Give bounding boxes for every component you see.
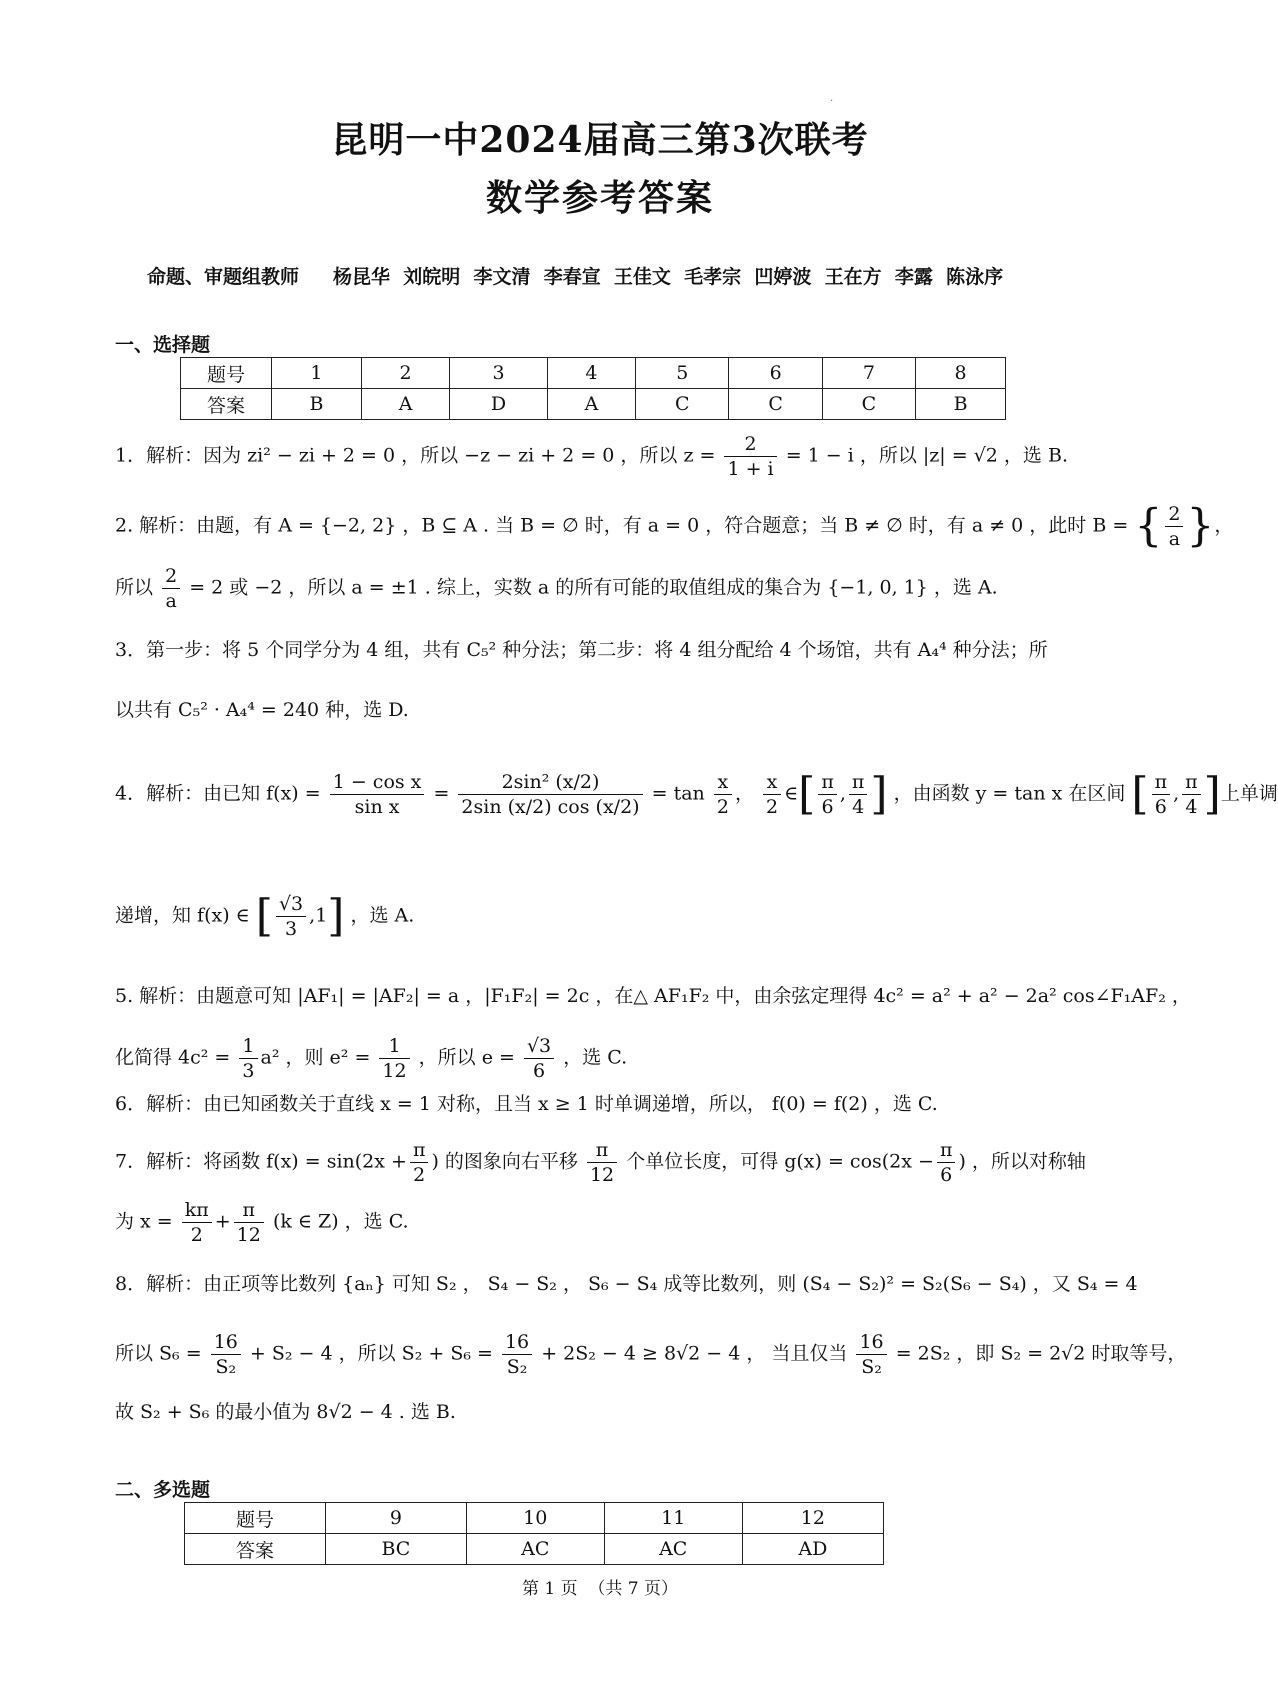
table-cell: 5 [636,358,729,389]
table-cell: C [822,389,915,420]
fraction [458,770,642,819]
fraction-denominator: 4 [852,796,865,818]
fraction-denominator: S₂ [506,1356,528,1378]
fraction [330,770,425,819]
fraction [587,1138,617,1187]
solution-text: + S₂ − 4 ，所以 S₂ + S₆ = [249,1342,493,1365]
fraction [849,770,868,819]
solution-text: ，所以 e = [418,1046,515,1069]
table-cell: AC [604,1534,742,1565]
fraction-denominator: 2 [716,796,729,818]
fraction-denominator: 12 [236,1224,261,1246]
table-cell: D [450,389,547,420]
table-cell: 10 [466,1503,604,1534]
table-row [181,389,1006,420]
fraction-denominator: a [1168,528,1181,550]
table-row-label: 题号 [181,358,272,389]
solution-5-line-1: 5. 解析：由题意可知 |AF₁| = |AF₂| = a ，|F₁F₂| = 2c ，在△ AF₁F₂ 中，由余弦定理得 4c² = a² + a² − 2a² cos∠F₁AF₂ ， [115,985,1191,1007]
fraction-numerator: 1 [379,1034,409,1059]
table-cell: AD [742,1534,883,1565]
table-cell: 3 [450,358,547,389]
solution-text: = 2 或 −2 ，所以 a = ±1 . 综上，实数 a 的所有可能的取值组成的集合为 {−1, 0, 1} ，选 A. [189,576,998,599]
solution-text: ，选 A. [350,904,415,927]
fraction-denominator: 6 [1154,796,1167,818]
solution-text: 所以 [115,576,154,599]
fraction-denominator: S₂ [215,1356,237,1378]
fraction-numerator: √3 [276,892,306,917]
solution-text: + 2S₂ − 4 ≥ 8√2 − 4 ， 当且仅当 [541,1342,848,1365]
fraction-numerator: π [818,770,837,795]
table-cell: 1 [272,358,362,389]
fraction-denominator: 6 [940,1164,953,1186]
fraction-numerator: 16 [502,1330,532,1355]
solution-text: = 2S₂ ，即 S₂ = 2√2 时取等号， [895,1342,1187,1365]
table-row [185,1503,884,1534]
solution-1 [115,432,1100,481]
solution-text: (k ∈ Z) ，选 C. [272,1210,409,1233]
fraction [763,770,781,819]
fraction-numerator: x [763,770,781,795]
fraction [724,432,776,481]
fraction [818,770,837,819]
fraction-denominator: 2sin (x/2) cos (x/2) [461,796,640,818]
solution-7-line-2 [115,1198,1100,1247]
fraction-numerator: kπ [182,1198,212,1223]
solution-text: 上单调 [1220,782,1278,805]
fraction-denominator: 3 [242,1060,255,1082]
document-subtitle: 数学参考答案 [485,177,714,219]
fraction-numerator: π [849,770,868,795]
fraction [524,1034,554,1083]
table-cell: B [272,389,362,420]
solution-text: 个单位长度，可得 g(x) = cos(2x − [626,1150,934,1173]
table-cell: C [636,389,729,420]
fraction-denominator: 6 [533,1060,546,1082]
table-cell: 6 [729,358,822,389]
table-cell: 7 [822,358,915,389]
interval-bound: 1 [315,904,328,927]
fraction-numerator: √3 [524,1034,554,1059]
fraction [1152,770,1171,819]
solution-text: ，则 e² = [285,1046,371,1069]
solution-text: ) 的图象向右平移 [431,1150,578,1173]
fraction-numerator: x [714,770,732,795]
authors-line [147,262,1003,289]
solution-3-line-2: 以共有 C₅² · A₄⁴ = 240 种，选 D. [115,699,409,721]
fraction [856,1330,886,1379]
table-row-label: 答案 [185,1534,326,1565]
fraction [239,1034,257,1083]
fraction [502,1330,532,1379]
solution-4-line-1: 4．解析：由已知 f(x) = $\frac{\text{1 − cos x}}{\text{sin x}}$ = $\frac{\text{2sin² (x/2)}}{2\sin (x/2) \cos (x/2)}$ = tan $\frac{x}{2}$ ， $\frac{x}{2}$ ∈[ $\frac{\pi}{6}$ , $\frac{\pi}{4}$ ] ，由函数 y = tan x 在区间 [ $\frac{\pi}{6}$ , $\frac{\pi}{4}$ ]上单调 [115,768,1278,820]
fraction-denominator: 4 [1185,796,1198,818]
fraction [714,770,732,819]
fraction [162,564,180,613]
table-row [181,358,1006,389]
fraction-numerator: π [234,1198,264,1223]
table-cell: 4 [547,358,635,389]
fraction [182,1198,212,1247]
table-cell: 12 [742,1503,883,1534]
solution-text: 递增，知 f(x) ∈ [115,904,250,927]
fraction-denominator: 1 + i [727,458,774,480]
fraction-denominator: 6 [821,796,834,818]
fraction [1165,502,1183,551]
plus-sign: + [214,1210,231,1233]
fraction-numerator: 2 [1165,502,1183,527]
solution-2-line-1: 2. 解析：由题，有 A = {−2, 2} ，B ⊆ A . 当 B = ∅ 时，有 a = 0 ，符合题意；当 B ≠ ∅ 时，有 a ≠ 0 ，此时 B = { $\frac{2}{a}$ }， [115,500,1234,552]
solution-text: ) ，所以对称轴 [958,1150,1086,1173]
fraction [234,1198,264,1247]
solution-text: 为 x = [115,1210,173,1233]
section-heading-multiple-choice: 二、多选题 [115,1479,211,1501]
table-row-label: 题号 [185,1503,326,1534]
solution-8-line-2 [115,1330,1187,1379]
fraction-numerator: 16 [856,1330,886,1355]
fraction-denominator: 12 [382,1060,407,1082]
table-cell: 2 [361,358,449,389]
solution-text: 2. 解析：由题，有 A = {−2, 2} ，B ⊆ A . 当 B = ∅ 时，有 a = 0 ，符合题意；当 B ≠ ∅ 时，有 a ≠ 0 ，此时 B = [115,514,1129,537]
table-cell: A [547,389,635,420]
solution-7-line-1 [115,1138,1100,1187]
fraction-denominator: 3 [284,918,298,940]
solution-text: = 1 − i ，所以 |z| = √2 ，选 B. [785,444,1068,467]
solution-text: = tan [651,782,705,805]
single-choice-answer-table [180,357,1006,420]
solution-text: ，选 C. [563,1046,628,1069]
fraction-denominator: S₂ [861,1356,882,1378]
table-cell: 11 [604,1503,742,1534]
solution-3-line-1: 3．第一步：将 5 个同学分为 4 组，共有 C₅² 种分法；第二步：将 4 组分配给 4 个场馆，共有 A₄⁴ 种分法；所 [115,639,1048,661]
fraction-numerator: 2 [162,564,180,589]
table-cell: AC [466,1534,604,1565]
solution-text: 1．解析：因为 zi² − zi + 2 = 0 ，所以 −z − zi + 2 = 0 ，所以 z = [115,444,716,467]
solution-text: ，由函数 y = tan x 在区间 [893,782,1126,805]
fraction [1182,770,1201,819]
page-footer: 第 1 页 （共 7 页） [521,1579,679,1599]
solution-8-line-3: 故 S₂ + S₆ 的最小值为 8√2 − 4 . 选 B. [115,1401,456,1423]
table-cell: B [916,389,1006,420]
fraction [211,1330,241,1379]
section-heading-single-choice: 一、选择题 [115,334,211,356]
multiple-choice-answer-table [184,1502,884,1565]
element-of-symbol: ∈ [784,782,799,805]
table-cell: A [361,389,449,420]
math-term: a² [260,1046,280,1069]
table-row-label: 答案 [181,389,272,420]
solution-5-line-2 [115,1034,1100,1083]
table-cell: 9 [326,1503,467,1534]
fraction [937,1138,956,1187]
solution-text: 4．解析：由已知 f(x) = [115,782,321,805]
fraction-numerator: π [1182,770,1201,795]
table-cell: 8 [916,358,1006,389]
authors-names: 杨昆华 刘皖明 李文清 李春宣 王佳文 毛孝宗 凹婷波 王在方 李露 陈泳序 [333,266,1004,288]
authors-label: 命题、审题组教师 [147,266,300,288]
fraction-denominator: 12 [589,1164,615,1186]
fraction-numerator: 1 − cos x [330,770,425,795]
fraction-numerator: 16 [211,1330,241,1355]
table-cell: BC [326,1534,467,1565]
fraction [379,1034,409,1083]
fraction-denominator: 2 [190,1224,203,1246]
solution-text: 化简得 4c² = [115,1046,231,1069]
fraction-numerator: 2 [724,432,776,457]
solution-8-line-1: 8．解析：由正项等比数列 {aₙ} 可知 S₂ ， S₄ − S₂ ， S₆ − S₄ 成等比数列，则 (S₄ − S₂)² = S₂(S₆ − S₄) ，又 S₄ = 4 [115,1273,1138,1295]
fraction-numerator: π [410,1138,429,1163]
solution-2-line-2 [115,564,1100,613]
fraction-denominator: 2 [413,1164,426,1186]
document-title: 昆明一中2024届高三第3次联考 [331,119,869,161]
solution-4-line-2: 递增，知 f(x) ∈ [ $\frac{√3}{3}$ ,1] ，选 A. [115,890,415,942]
fraction-numerator: π [937,1138,956,1163]
fraction-denominator: sin x [354,796,400,818]
solution-text: 7．解析：将函数 f(x) = sin(2x + [115,1150,407,1173]
fraction [276,892,306,941]
table-cell: C [729,389,822,420]
fraction-numerator: 2sin² (x/2) [458,770,642,795]
solution-6: 6．解析：由已知函数关于直线 x = 1 对称，且当 x ≥ 1 时单调递增，所以， f(0) = f(2) ，选 C. [115,1093,938,1115]
table-row [185,1534,884,1565]
fraction-denominator: a [165,590,177,612]
fraction-numerator: π [1152,770,1171,795]
solution-text: 所以 S₆ = [115,1342,202,1365]
fraction-numerator: 1 [239,1034,257,1059]
scan-speck: · [830,96,834,107]
fraction-numerator: π [587,1138,617,1163]
fraction-denominator: 2 [765,796,779,818]
fraction [410,1138,429,1187]
